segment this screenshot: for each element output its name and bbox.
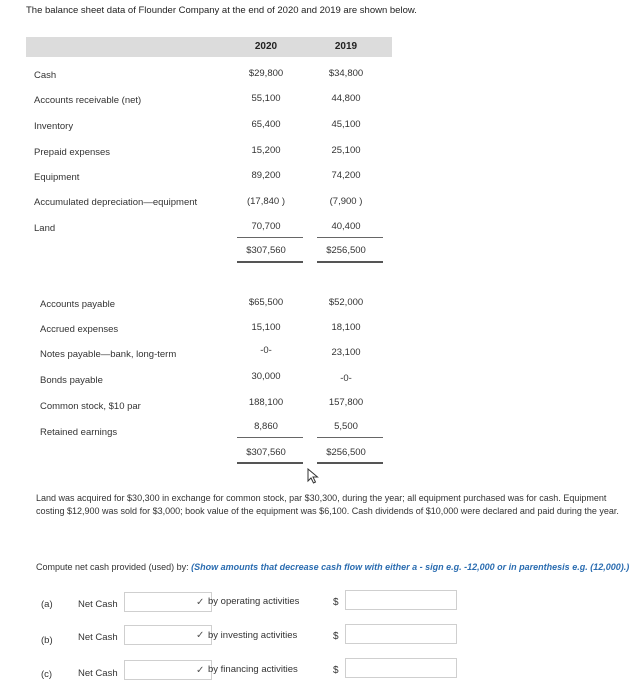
- amount-input[interactable]: [345, 590, 457, 610]
- liability-2020: $65,500: [248, 297, 284, 308]
- liability-2019: 5,500: [334, 421, 358, 432]
- answer-letter: (a): [41, 599, 53, 610]
- liability-2019: 157,800: [328, 397, 364, 408]
- net-cash-select-label: Net Cash: [78, 632, 118, 643]
- liability-label: Common stock, $10 par: [40, 401, 141, 412]
- chevron-down-icon[interactable]: ✓: [196, 597, 205, 608]
- asset-label: Accumulated depreciation—equipment: [34, 197, 198, 208]
- subtotal-rule: [237, 237, 303, 238]
- dollar-sign: $: [333, 631, 339, 642]
- total-double-rule: [317, 261, 383, 263]
- assets-total-2019: $256,500: [326, 245, 366, 256]
- liability-2019: 18,100: [331, 322, 361, 333]
- subtotal-rule: [317, 437, 383, 438]
- liability-2019: -0-: [340, 373, 352, 384]
- liability-2020: 8,860: [254, 421, 278, 432]
- instruction: [36, 562, 629, 572]
- dollar-sign: $: [333, 597, 339, 608]
- asset-2019: $34,800: [328, 68, 364, 79]
- net-cash-select-label: Net Cash: [78, 599, 118, 610]
- liability-2020: 15,100: [251, 322, 281, 333]
- asset-2020: $29,800: [248, 68, 284, 79]
- asset-label: Cash: [34, 70, 57, 81]
- year-2019-header: 2019: [334, 41, 358, 52]
- asset-2019: 45,100: [331, 119, 361, 130]
- year-2020-header: 2020: [254, 41, 278, 52]
- answer-letter: (c): [41, 669, 53, 680]
- instruction-text: Compute net cash provided (used) by:: [36, 562, 192, 572]
- asset-2019: 40,400: [331, 221, 361, 232]
- asset-2020: 15,200: [251, 145, 281, 156]
- asset-2020: 55,100: [251, 93, 281, 104]
- total-double-rule: [317, 462, 383, 464]
- activity-label: by investing activities: [208, 630, 298, 641]
- liability-2019: 23,100: [331, 347, 361, 358]
- amount-input[interactable]: [345, 658, 457, 678]
- asset-label: Accounts receivable (net): [34, 95, 142, 106]
- problem-intro: The balance sheet data of Flounder Company at the end of 2020 and 2019 are shown below.: [26, 5, 417, 16]
- asset-label: Equipment: [34, 172, 80, 183]
- net-cash-select-label: Net Cash: [78, 668, 118, 679]
- subtotal-rule: [317, 237, 383, 238]
- asset-label: Prepaid expenses: [34, 147, 111, 158]
- chevron-down-icon[interactable]: ✓: [196, 665, 205, 676]
- total-double-rule: [237, 462, 303, 464]
- activity-label: by financing activities: [208, 664, 298, 675]
- instruction-emphasis: (Show amounts that decrease cash flow with either a - sign e.g. -12,000 or in parenthesis e.g. (12,000).): [191, 562, 630, 572]
- asset-label: Land: [34, 223, 56, 234]
- asset-2020: 70,700: [251, 221, 281, 232]
- asset-label: Inventory: [34, 121, 74, 132]
- asset-2019: (7,900 ): [329, 196, 363, 207]
- total-double-rule: [237, 261, 303, 263]
- liability-2019: $52,000: [328, 297, 364, 308]
- problem-paragraph: Land was acquired for $30,300 in exchange for common stock, par $30,300, during the year; all equipment purchased was for cash. Equipment costing $12,900 was sold for $3,000; book value of the equipment was $6,100. Cash dividends of $10,000 were declared and paid during the year.: [36, 493, 619, 516]
- liability-label: Notes payable—bank, long-term: [40, 349, 177, 360]
- liabilities-total-2020: $307,560: [246, 447, 286, 458]
- subtotal-rule: [237, 437, 303, 438]
- asset-2020: 89,200: [251, 170, 281, 181]
- asset-2019: 44,800: [331, 93, 361, 104]
- liability-label: Accrued expenses: [40, 324, 119, 335]
- liability-2020: 30,000: [251, 371, 281, 382]
- liabilities-total-2019: $256,500: [326, 447, 366, 458]
- asset-2020: 65,400: [251, 119, 281, 130]
- liability-label: Bonds payable: [40, 375, 103, 386]
- chevron-down-icon[interactable]: ✓: [196, 630, 205, 641]
- assets-total-2020: $307,560: [246, 245, 286, 256]
- answer-letter: (b): [41, 635, 53, 646]
- mouse-pointer-icon: [307, 468, 319, 484]
- liability-2020: -0-: [260, 345, 272, 356]
- liability-label: Accounts payable: [40, 299, 115, 310]
- amount-input[interactable]: [345, 624, 457, 644]
- liability-label: Retained earnings: [40, 427, 118, 438]
- asset-2019: 74,200: [331, 170, 361, 181]
- liability-2020: 188,100: [248, 397, 284, 408]
- asset-2020: (17,840 ): [246, 196, 286, 207]
- dollar-sign: $: [333, 665, 339, 676]
- asset-2019: 25,100: [331, 145, 361, 156]
- activity-label: by operating activities: [208, 596, 300, 607]
